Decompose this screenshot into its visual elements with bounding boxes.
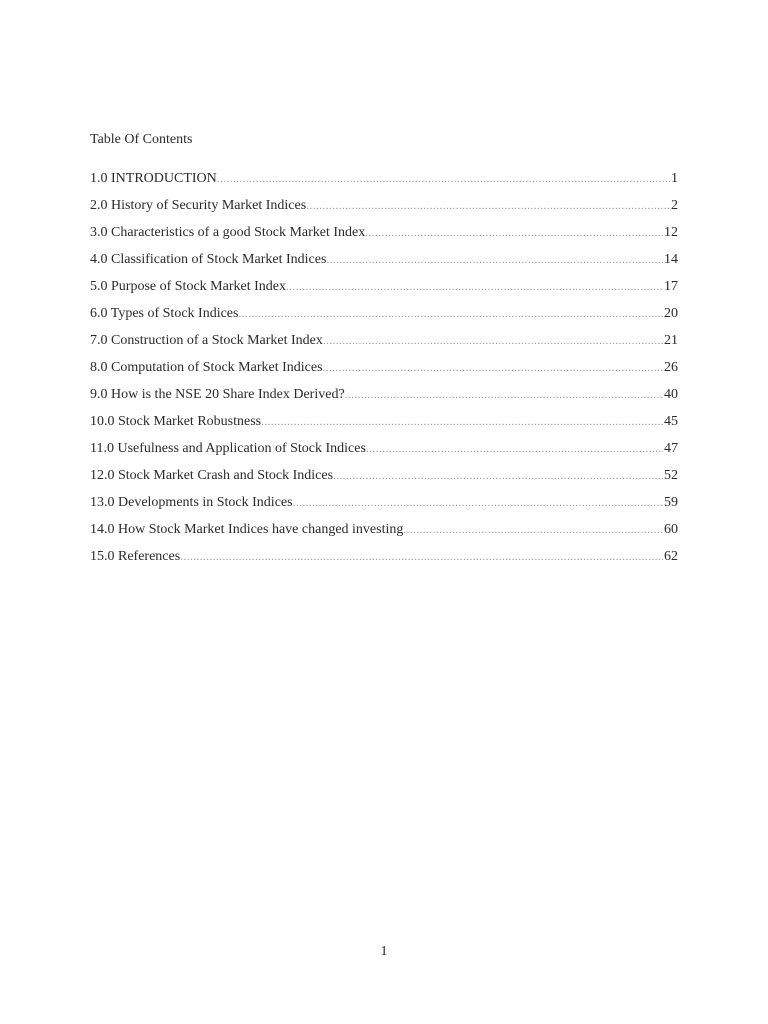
toc-entry-page-number: 12 <box>664 225 678 240</box>
toc-entry[interactable] <box>90 224 678 251</box>
page-number: 1 <box>380 944 388 959</box>
toc-entry-page-number: 26 <box>664 360 678 375</box>
toc-entry-label: 4.0 Classification of Stock Market Indices <box>90 252 327 267</box>
toc-entry-page-number: 52 <box>664 468 678 483</box>
toc-entry[interactable] <box>90 413 678 440</box>
toc-entry[interactable] <box>90 521 678 548</box>
toc-entry-page-number: 40 <box>664 387 678 402</box>
dot-leader <box>306 197 670 215</box>
toc-entry-label: 2.0 History of Security Market Indices <box>90 198 307 213</box>
toc-entry-page-number: 17 <box>664 279 678 294</box>
toc-entry-page-number: 62 <box>664 549 678 564</box>
toc-entry-page-number: 21 <box>664 333 678 348</box>
toc-entry-label: 5.0 Purpose of Stock Market Index <box>90 279 286 294</box>
dot-leader <box>403 521 663 539</box>
toc-entry[interactable] <box>90 467 678 494</box>
dot-leader <box>286 278 663 296</box>
toc-entry-label: 1.0 INTRODUCTION <box>90 171 217 186</box>
toc-list <box>90 170 678 575</box>
toc-entry-label: 3.0 Characteristics of a good Stock Market Index <box>90 225 366 240</box>
toc-entry-page-number: 47 <box>664 441 678 456</box>
dot-leader <box>365 224 663 242</box>
dot-leader <box>345 386 663 404</box>
dot-leader <box>366 440 663 458</box>
toc-entry[interactable] <box>90 359 678 386</box>
toc-entry-page-number: 60 <box>664 522 678 537</box>
toc-entry-label: 9.0 How is the NSE 20 Share Index Derived? <box>90 387 345 402</box>
toc-entry[interactable] <box>90 251 678 278</box>
toc-entry-label: 8.0 Computation of Stock Market Indices <box>90 360 323 375</box>
toc-title: Table Of Contents <box>90 132 193 147</box>
dot-leader <box>333 467 663 485</box>
toc-entry-page-number: 2 <box>671 198 678 213</box>
dot-leader <box>323 332 663 350</box>
toc-entry-page-number: 59 <box>664 495 678 510</box>
toc-entry[interactable] <box>90 278 678 305</box>
toc-entry[interactable] <box>90 332 678 359</box>
dot-leader <box>217 170 670 188</box>
toc-entry-page-number: 1 <box>671 171 678 186</box>
toc-entry[interactable] <box>90 170 678 197</box>
toc-entry-label: 13.0 Developments in Stock Indices <box>90 495 293 510</box>
toc-entry[interactable] <box>90 440 678 467</box>
toc-entry[interactable] <box>90 197 678 224</box>
toc-entry[interactable] <box>90 494 678 521</box>
dot-leader <box>180 548 663 566</box>
toc-entry-label: 6.0 Types of Stock Indices <box>90 306 239 321</box>
toc-entry[interactable] <box>90 548 678 575</box>
toc-entry-label: 10.0 Stock Market Robustness <box>90 414 262 429</box>
dot-leader <box>323 359 663 377</box>
toc-entry-page-number: 20 <box>664 306 678 321</box>
toc-entry-label: 15.0 References <box>90 549 181 564</box>
dot-leader <box>326 251 663 269</box>
dot-leader <box>238 305 663 323</box>
toc-entry-label: 7.0 Construction of a Stock Market Index <box>90 333 323 348</box>
toc-entry[interactable] <box>90 386 678 413</box>
toc-entry-page-number: 14 <box>664 252 678 267</box>
toc-entry-label: 12.0 Stock Market Crash and Stock Indices <box>90 468 334 483</box>
dot-leader <box>261 413 663 431</box>
toc-entry[interactable] <box>90 305 678 332</box>
toc-entry-label: 14.0 How Stock Market Indices have changed investing <box>90 522 404 537</box>
toc-entry-label: 11.0 Usefulness and Application of Stock Indices <box>90 441 366 456</box>
toc-entry-page-number: 45 <box>664 414 678 429</box>
dot-leader <box>293 494 663 512</box>
